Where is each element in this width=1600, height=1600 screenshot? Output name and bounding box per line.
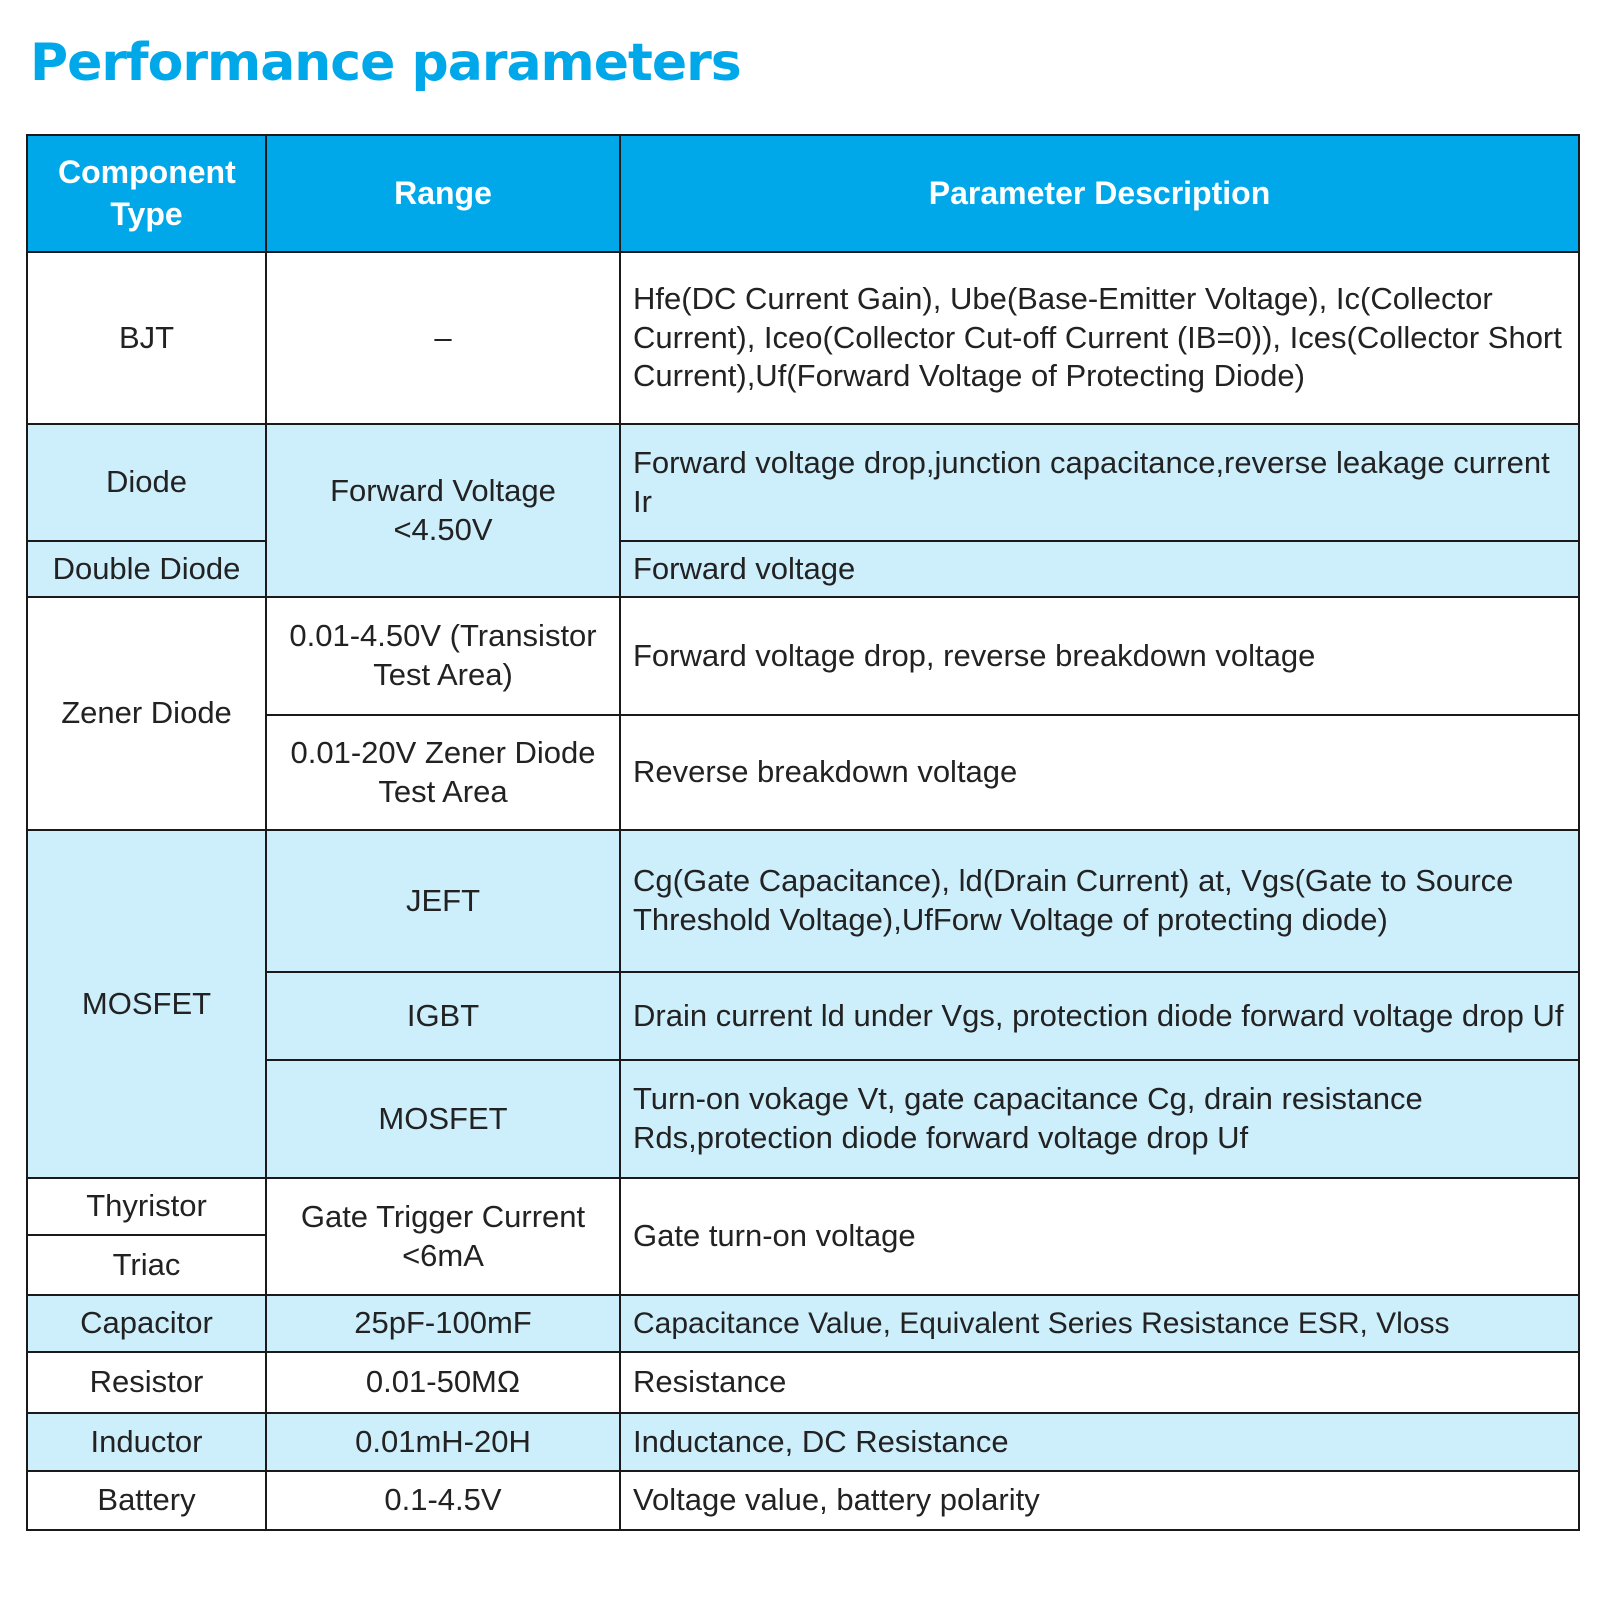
table-row-battery	[27, 1471, 1579, 1530]
cell-description-battery: Voltage value, battery polarity	[620, 1471, 1579, 1530]
cell-description-thyristor-shared: Gate turn-on voltage	[620, 1178, 1579, 1295]
cell-description-zener-2: Reverse breakdown voltage	[620, 715, 1579, 830]
cell-description-zener-1: Forward voltage drop, reverse breakdown voltage	[620, 597, 1579, 715]
cell-range-capacitor: 25pF-100mF	[266, 1295, 620, 1352]
cell-range-battery: 0.1-4.5V	[266, 1471, 620, 1530]
header-parameter-description: Parameter Description	[620, 135, 1579, 252]
table-row-bjt	[27, 252, 1579, 424]
cell-component-diode: Diode	[27, 424, 266, 541]
cell-range-mosfet: MOSFET	[266, 1060, 620, 1178]
cell-description-jeft: Cg(Gate Capacitance), ld(Drain Current) at, Vgs(Gate to Source Threshold Voltage),UfForw Voltage of protecting diode)	[620, 830, 1579, 972]
table-row-resistor	[27, 1352, 1579, 1413]
cell-range-igbt: IGBT	[266, 972, 620, 1060]
cell-component-triac: Triac	[27, 1235, 266, 1295]
cell-range-zener-1: 0.01-4.50V (Transistor Test Area)	[266, 597, 620, 715]
header-row	[27, 135, 1579, 252]
cell-range-jeft: JEFT	[266, 830, 620, 972]
performance-table	[26, 134, 1580, 1531]
table-row-zener-1	[27, 597, 1579, 715]
page-title: Performance parameters	[30, 33, 741, 93]
cell-description-igbt: Drain current ld under Vgs, protection diode forward voltage drop Uf	[620, 972, 1579, 1060]
cell-component-capacitor: Capacitor	[27, 1295, 266, 1352]
cell-range-resistor: 0.01-50MΩ	[266, 1352, 620, 1413]
table-row-inductor	[27, 1413, 1579, 1471]
cell-component-inductor: Inductor	[27, 1413, 266, 1471]
cell-description-capacitor: Capacitance Value, Equivalent Series Resistance ESR, Vloss	[620, 1295, 1579, 1352]
cell-range-diode-shared: Forward Voltage <4.50V	[266, 424, 620, 597]
cell-component-zener: Zener Diode	[27, 597, 266, 830]
cell-component-resistor: Resistor	[27, 1352, 266, 1413]
cell-component-mosfet: MOSFET	[27, 830, 266, 1178]
table-row-double-diode	[27, 541, 1579, 597]
cell-description-resistor: Resistance	[620, 1352, 1579, 1413]
cell-component-thyristor: Thyristor	[27, 1178, 266, 1235]
cell-description-diode: Forward voltage drop,junction capacitance,reverse leakage current Ir	[620, 424, 1579, 541]
cell-component-bjt: BJT	[27, 252, 266, 424]
cell-component-battery: Battery	[27, 1471, 266, 1530]
table-row-mosfet-jeft	[27, 830, 1579, 972]
header-component-type: Component Type	[27, 135, 266, 252]
cell-description-inductor: Inductance, DC Resistance	[620, 1413, 1579, 1471]
cell-description-double-diode: Forward voltage	[620, 541, 1579, 597]
cell-component-double-diode: Double Diode	[27, 541, 266, 597]
table-row-thyristor	[27, 1178, 1579, 1235]
cell-range-thyristor-shared: Gate Trigger Current <6mA	[266, 1178, 620, 1295]
cell-description-bjt: Hfe(DC Current Gain), Ube(Base-Emitter Voltage), Ic(Collector Current), Iceo(Collector Cut-off Current (IB=0)), Ices(Collector Short Current),Uf(Forward Voltage of Protecting Diode)	[620, 252, 1579, 424]
header-range: Range	[266, 135, 620, 252]
cell-description-mosfet: Turn-on vokage Vt, gate capacitance Cg, drain resistance Rds,protection diode forward voltage drop Uf	[620, 1060, 1579, 1178]
table-row-diode	[27, 424, 1579, 541]
table-row-capacitor	[27, 1295, 1579, 1352]
cell-range-inductor: 0.01mH-20H	[266, 1413, 620, 1471]
cell-range-zener-2: 0.01-20V Zener Diode Test Area	[266, 715, 620, 830]
cell-range-bjt: –	[266, 252, 620, 424]
